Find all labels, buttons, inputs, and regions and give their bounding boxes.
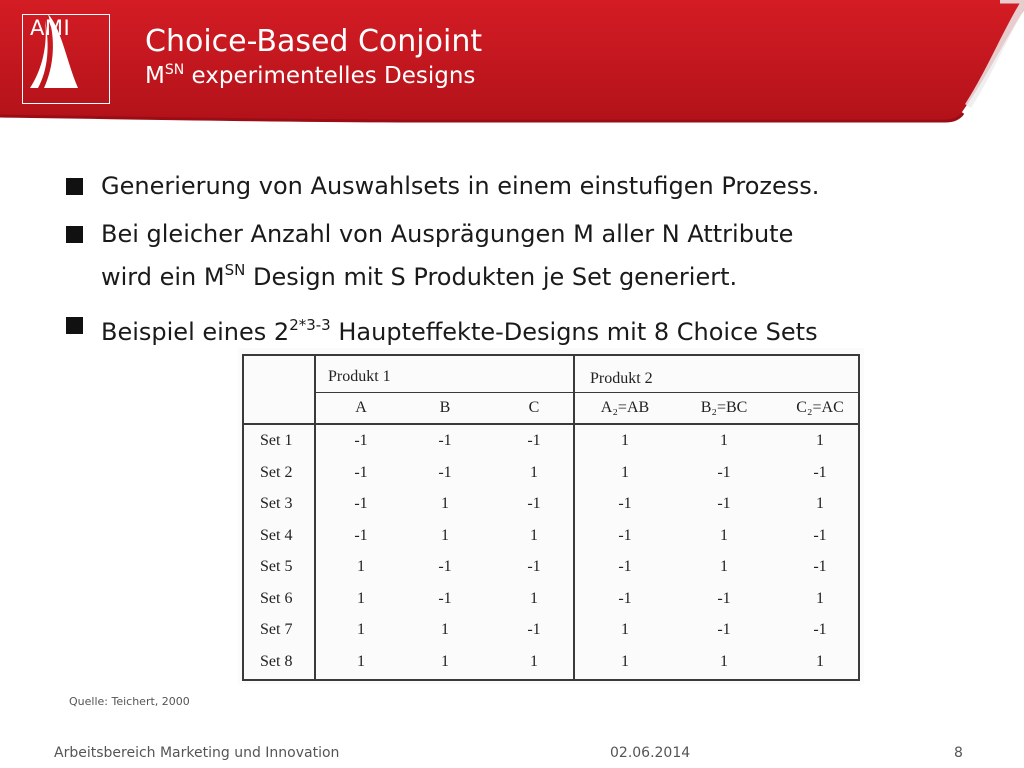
table-cell: -1 (813, 558, 827, 575)
table-cell: -1 (717, 621, 731, 638)
table-cell: 1 (357, 621, 365, 638)
bullet-square-icon (66, 178, 83, 195)
footer-date: 02.06.2014 (610, 745, 691, 761)
table-cell: 1 (816, 432, 824, 449)
table-cell: 1 (357, 589, 365, 607)
bullet-list (62, 168, 982, 362)
table-cell: -1 (438, 463, 452, 481)
table-cell: -1 (813, 463, 827, 481)
table-cell: 1 (441, 526, 449, 544)
table-cell: -1 (354, 432, 368, 449)
column-header: C (528, 399, 540, 416)
table-cell: 1 (530, 589, 538, 607)
table-cell: 1 (720, 558, 728, 575)
slide-header (0, 0, 1024, 125)
table-cell: 1 (720, 652, 728, 670)
page-number: 8 (954, 745, 963, 761)
row-label: Set 1 (260, 432, 293, 449)
table-cell: -1 (527, 621, 541, 638)
table-cell: -1 (438, 432, 452, 449)
table-cell: -1 (717, 495, 731, 512)
table-cell: -1 (618, 526, 632, 544)
row-label: Set 6 (260, 589, 293, 607)
table-cell: -1 (438, 558, 452, 575)
table-cell: -1 (813, 526, 827, 544)
table-cell: 1 (621, 463, 629, 481)
table-divider (242, 423, 860, 425)
group-label-produkt-1: Produkt 1 (328, 368, 391, 385)
row-label: Set 8 (260, 652, 293, 670)
table-cell: 1 (530, 652, 538, 670)
table-cell: 1 (720, 432, 728, 449)
bullet-item: Generierung von Auswahlsets in einem einstufigen Prozess. (62, 168, 982, 204)
bullet-square-icon (66, 226, 83, 243)
table-cell: -1 (618, 495, 632, 512)
slide-title: Choice-Based Conjoint (145, 24, 483, 59)
table-cell: -1 (527, 495, 541, 512)
table-cell: 1 (816, 589, 824, 607)
table-cell: 1 (816, 652, 824, 670)
table-cell: -1 (527, 432, 541, 449)
table-cell: -1 (813, 621, 827, 638)
bullet-square-icon (66, 317, 83, 334)
table-cell: 1 (441, 652, 449, 670)
group-underline (316, 392, 573, 393)
table-cell: 1 (357, 558, 365, 575)
table-cell: 1 (816, 495, 824, 512)
table-cell: 1 (621, 652, 629, 670)
table-cell: -1 (354, 463, 368, 481)
table-cell: -1 (354, 495, 368, 512)
table-cell: -1 (618, 589, 632, 607)
row-label: Set 5 (260, 558, 293, 575)
table-cell: 1 (441, 495, 449, 512)
column-header: B (439, 399, 451, 416)
source-note: Quelle: Teichert, 2000 (69, 695, 190, 708)
table-divider (314, 354, 316, 681)
slide-subtitle: $M^{SN}$ experimentelles Designs (145, 62, 476, 89)
table-cell: -1 (717, 463, 731, 481)
column-header: A₂=AB (600, 399, 650, 416)
table-cell: -1 (527, 558, 541, 575)
bullet-item: Beispiel eines $2^{2*3-3}$ Haupteffekte-Designs mit 8 Choice Sets (62, 307, 982, 350)
table-cell: -1 (618, 558, 632, 575)
row-label: Set 2 (260, 463, 293, 481)
table-cell: 1 (720, 526, 728, 544)
row-label: Set 7 (260, 621, 293, 638)
design-table-image (238, 348, 864, 684)
footer-department: Arbeitsbereich Marketing und Innovation (54, 745, 340, 761)
table-cell: 1 (621, 621, 629, 638)
table-cell: 1 (621, 432, 629, 449)
logo-text: AMI (30, 16, 71, 40)
column-header: A (355, 399, 367, 416)
table-cell: 1 (530, 463, 538, 481)
sail-logo-icon (0, 0, 88, 90)
column-header: B₂=BC (700, 399, 748, 416)
table-cell: 1 (441, 621, 449, 638)
row-label: Set 3 (260, 495, 293, 512)
table-cell: -1 (354, 526, 368, 544)
bullet-item: Bei gleicher Anzahl von Ausprägungen M aller N Attribute wird ein $M^{SN}$ Design mit S Produkten je Set generiert. (62, 216, 982, 295)
row-label: Set 4 (260, 526, 293, 544)
table-cell: -1 (717, 589, 731, 607)
group-label-produkt-2: Produkt 2 (590, 370, 653, 387)
group-underline (575, 392, 860, 393)
column-header: C₂=AC (796, 399, 844, 416)
table-cell: 1 (530, 526, 538, 544)
table-cell: -1 (438, 589, 452, 607)
table-cell: 1 (357, 652, 365, 670)
